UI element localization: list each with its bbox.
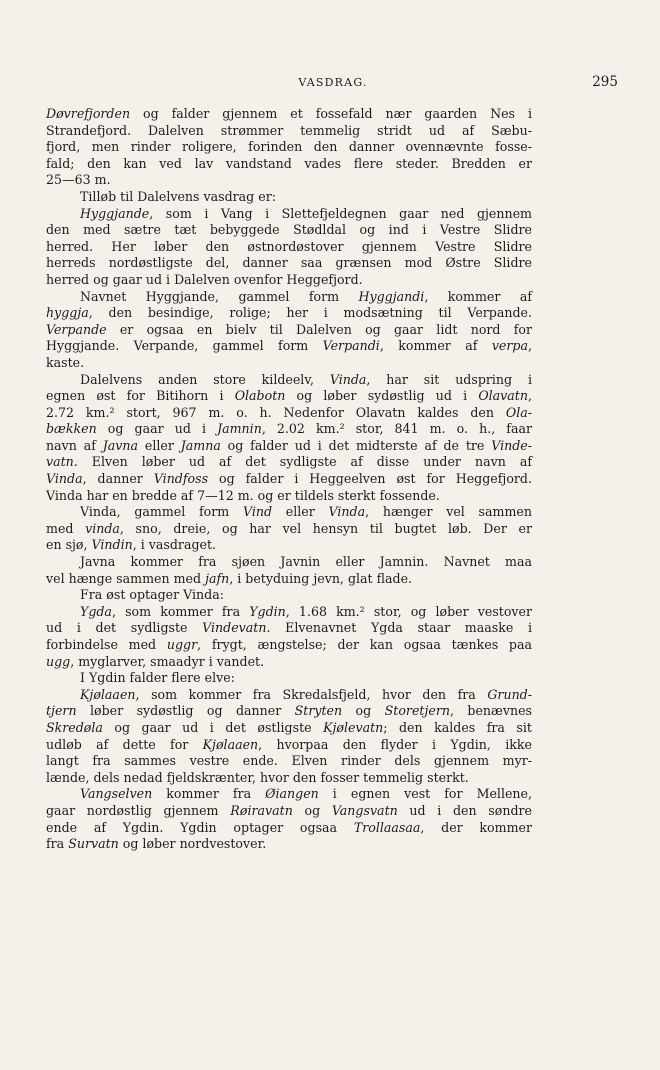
text-line: Vangselven kommer fra Øiangen i egnen vest for Mellene, xyxy=(80,786,532,802)
text-line: lænde, dels nedad fjeldskrænter, hvor den fosser temmelig sterkt. xyxy=(46,769,469,785)
text-line: 25—63 m. xyxy=(46,172,111,188)
text-line: Vinda, danner Vindfoss og falder i Heggeelven øst for Heggefjord. xyxy=(46,471,532,487)
text-line: Fra øst optager Vinda: xyxy=(80,587,224,603)
text-line: den med sætre tæt bebyggede Stødldal og ind i Vestre Slidre xyxy=(46,222,532,238)
running-head xyxy=(48,74,618,92)
text-line: Døvrefjorden og falder gjennem et fossefald nær gaarden Nes i xyxy=(46,106,532,121)
text-line: Javna kommer fra sjøen Javnin eller Jamnin. Navnet maa xyxy=(80,554,532,570)
text-line: med vinda, sno, dreie, og har vel hensyn til bugtet løb. Der er xyxy=(46,520,532,536)
text-line: ugg, myglarver, smaadyr i vandet. xyxy=(46,653,265,669)
text-line: 2.72 km.² stort, 967 m. o. h. Nedenfor Olavatn kaldes den Ola- xyxy=(46,404,532,420)
text-line: I Ygdin falder flere elve: xyxy=(80,670,235,686)
text-line: Ygda, som kommer fra Ygdin, 1.68 km.² stor, og løber vestover xyxy=(80,603,533,619)
text-line: gaar nordøstlig gjennem Røiravatn og Vangsvatn ud i den søndre xyxy=(46,802,532,818)
text-line: ud i det sydligste Vindevatn. Elvenavnet Ygda staar maaske i xyxy=(46,620,532,636)
text-line: herred. Her løber den østnordøstover gjennem Vestre Slidre xyxy=(46,238,532,254)
text-line: Vinda, gammel form Vind eller Vinda, hænger vel sammen xyxy=(80,504,532,520)
text-line: vel hænge sammen med jafn, i betyduing jevn, glat flade. xyxy=(46,570,413,586)
text-line: herreds nordøstligste del, danner saa grænsen mod Østre Slidre xyxy=(46,255,532,271)
text-line: fjord, men rinder roligere, forinden den danner ovennævnte fosse- xyxy=(46,139,532,155)
page-number: 295 xyxy=(592,74,618,90)
text-line: en sjø, Vindin, i vasdraget. xyxy=(46,537,217,553)
text-line: Hyggjande, som i Vang i Slettefjeldegnen gaar ned gjennem xyxy=(80,205,532,221)
text-line: Skredøla og gaar ud i det østligste Kjølevatn; den kaldes fra sit xyxy=(46,719,532,735)
text-line: udløb af dette for Kjølaaen, hvorpaa den flyder i Ygdin, ikke xyxy=(46,736,532,752)
text-line: ende af Ygdin. Ygdin optager ogsaa Trollaasaa, der kommer xyxy=(46,819,532,835)
text-line: fald; den kan ved lav vandstand vades flere steder. Bredden er xyxy=(46,155,532,171)
text-line: fra Survatn og løber nordvestover. xyxy=(46,836,267,852)
text-line: egnen øst for Bitihorn i Olabotn og løber sydøstlig ud i Olavatn, xyxy=(46,388,532,404)
text-line: Hyggjande. Verpande, gammel form Verpandi, kommer af verpa, xyxy=(46,338,532,354)
text-line: kaste. xyxy=(46,354,85,370)
text-line: Vinda har en bredde af 7—12 m. og er tildels sterkt fossende. xyxy=(46,487,440,503)
text-line: navn af Javna eller Jamna og falder ud i det midterste af de tre Vinde- xyxy=(46,437,532,453)
text-line: Strandefjord. Dalelven strømmer temmelig stridt ud af Sæbu- xyxy=(46,122,532,138)
text-line: Kjølaaen, som kommer fra Skredalsfjeld, hvor den fra Grund- xyxy=(80,686,532,702)
text-line: Dalelvens anden store kildeelv, Vinda, har sit udspring i xyxy=(80,371,532,387)
text-line: Verpande er ogsaa en bielv til Dalelven og gaar lidt nord for xyxy=(46,321,532,337)
text-line: herred og gaar ud i Dalelven ovenfor Heggefjord. xyxy=(46,271,363,287)
text-line: forbindelse med uggr, frygt, ængstelse; der kan ogsaa tænkes paa xyxy=(46,637,532,652)
text-line: Navnet Hyggjande, gammel form Hyggjandi, kommer af xyxy=(80,288,532,304)
text-line: vatn. Elven løber ud af det sydligste af disse under navn af xyxy=(46,454,532,470)
running-title: VASDRAG. xyxy=(298,76,368,89)
text-line: Tilløb til Dalelvens vasdrag er: xyxy=(80,188,276,204)
text-line: tjern løber sydøstlig og danner Stryten og Storetjern, benævnes xyxy=(46,703,532,719)
text-line: langt fra sammes vestre ende. Elven rinder dels gjennem myr- xyxy=(46,753,532,769)
text-line: bækken og gaar ud i Jamnin, 2.02 km.² stor, 841 m. o. h., faar xyxy=(46,421,532,437)
body-text xyxy=(46,106,532,853)
text-line: hyggja, den besindige, rolige; her i modsætning til Verpande. xyxy=(46,305,532,321)
